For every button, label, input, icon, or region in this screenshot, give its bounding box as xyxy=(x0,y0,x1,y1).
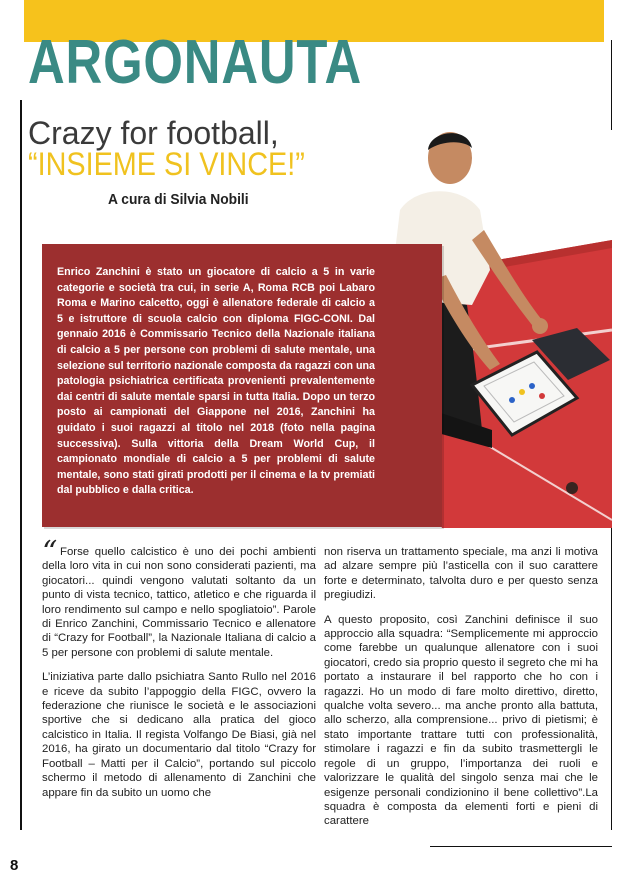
body-paragraph: L’iniziativa parte dallo psichiatra Santo Rullo nel 2016 e riceve da subito l’appoggio della FIGC, ovvero la federazione che riunisce le società e le associazioni sportive che si dedicano alla pratica del gioco calcistico in Italia. Il regista Volfango De Biasi, già nel 2016, ha girato un documentario dal titolo “Crazy for Football – Matti per il Calcio”, portando sul piccolo schermo il metodo di allenamento di Zanchini che appare fin da subito un uomo che xyxy=(42,671,316,799)
article-byline: A cura di Silvia Nobili xyxy=(108,191,249,208)
body-column-left xyxy=(42,545,316,810)
section-title: ARGONAUTA xyxy=(28,28,363,97)
article-title-line1: Crazy for football, xyxy=(28,115,279,151)
body-column-right xyxy=(324,545,598,839)
body-paragraph: A questo proposito, così Zanchini definisce il suo approccio alla squadra: “Semplicemente mi approccio come farebbe un qualunque allenatore con i suoi giocatori, credo sia proprio questo il segreto che mi ha portato a instaurare il bel rapporto che ho con i ragazzi. Ho un modo di fare molto direttivo, diretto, qualche volta severo... ma anche pronto alla battuta, allo scherzo, alla comprensione... privo di pietismi; è stato importante trattare tutti con professionalità, stimolare i ragazzi e fin da subito trasmettergli le regole di un gruppo, l’importanza dei ruoli e valorizzare le qualità del singolo senza mai che le esigenze personali condizionino il bene collettivo”.La squadra è composta da elementi forti e pieni di carattere xyxy=(324,613,598,828)
intro-text: Enrico Zanchini è stato un giocatore di calcio a 5 in varie categorie e società tra cui, in serie A, Roma RCB poi Labaro Roma e Marino calcetto, oggi è allenatore federale di calcio a 5 e istruttore di scuola calcio con diploma FIGC-CONI. Dal gennaio 2016 è Commissario Tecnico della Nazionale italiana di calcio a 5 per persone con problemi di salute mentale, una selezione sul territorio nazionale composta da ragazzi con una patologia psichiatrica certificata provenienti prevalentemente dai centri di salute mentale sparsi in tutta Italia. Dopo un terzo posto ai campionati del Giappone nel 2016, Zanchini ha guidato i suoi ragazzi al titolo nel 2018 (foto nella pagina successiva). Sulla vittoria della Dream World Cup, il campionato mondiale di calcio a 5 per problemi di salute mentale, sono stati girati prodotti per il cinema e la tv premiati dal pubblico e dalla critica. xyxy=(57,266,375,497)
page-number: 8 xyxy=(10,857,19,874)
quote-mark: “ xyxy=(42,535,58,570)
intro-box xyxy=(42,244,442,527)
body-paragraph: non riserva un trattamento speciale, ma anzi li motiva ad alzare sempre più l’asticella con il suo carattere forte e determinato, talvolta duro e per questo senza pregiudizi. xyxy=(324,546,598,602)
body-paragraph: Forse quello calcistico è uno dei pochi ambienti della loro vita in cui non sono considerati pazienti, ma giocatori... quindi vengono valutati soltanto da un punto di vista tecnico, tattico, atletico e che riguarda il loro rendimento sul campo e nello spogliatoio”. Parole di Enrico Zanchini, Commissario Tecnico e allenatore di “Crazy for Football”, la Nazionale Italiana di calcio a 5 per persone con problemi di salute mentale. xyxy=(42,546,316,659)
bottom-rule xyxy=(430,846,612,847)
article-title-line2: “INSIEME SI VINCE!” xyxy=(28,146,305,182)
left-rule xyxy=(20,100,22,830)
